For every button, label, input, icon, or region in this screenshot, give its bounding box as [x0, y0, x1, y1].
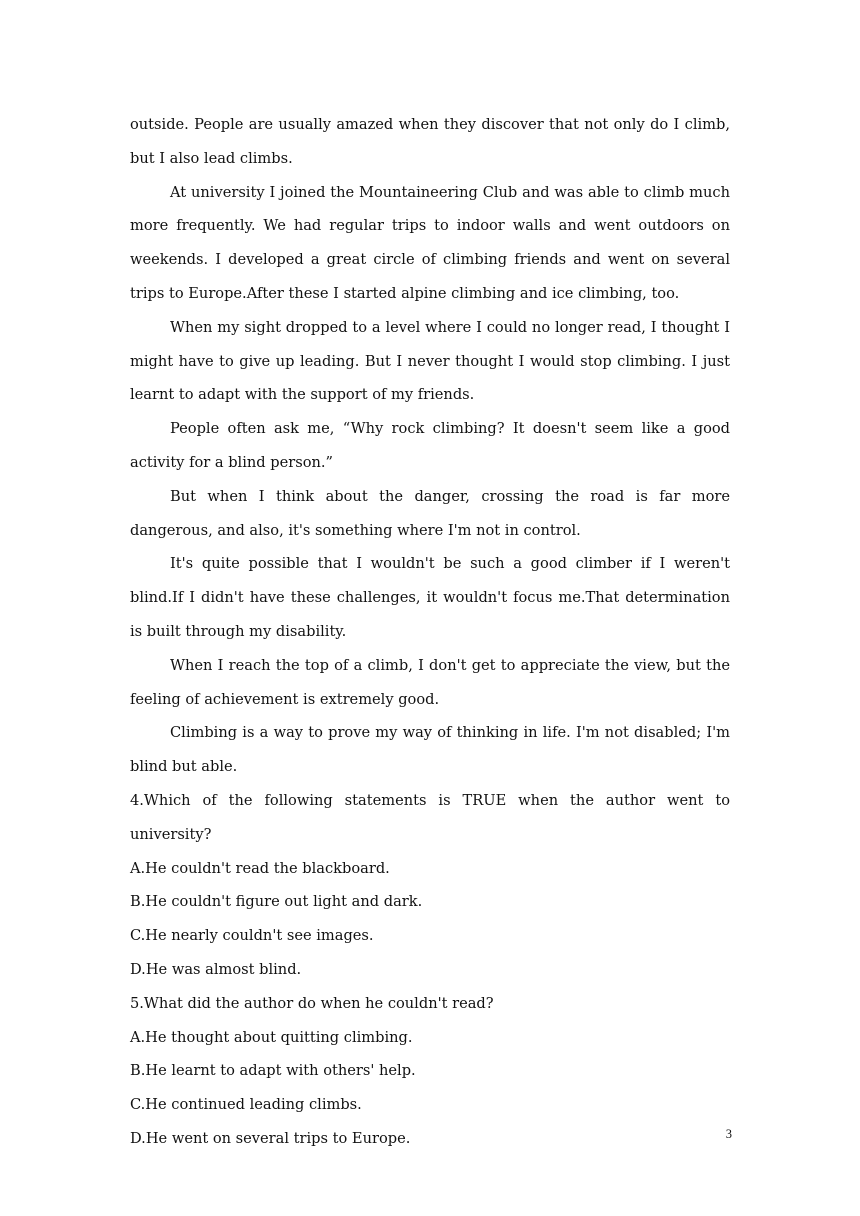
paragraph-sight: When my sight dropped to a level where I could no longer read, I thought I might have to give up leading. But I never thought I would stop climbing. I just learnt to adapt with the support of my friends.	[130, 318, 730, 404]
question-5-option-d: D.He went on several trips to Europe.	[130, 1129, 411, 1147]
question-4-option-d: D.He was almost blind.	[130, 960, 302, 978]
question-5-option-b: B.He learnt to adapt with others' help.	[130, 1062, 416, 1080]
paragraph-university: At university I joined the Mountaineering Club and was able to climb much more frequently. We had regular trips to indoor walls and went outdoors on weekends. I developed a great circle of climbing friends and went on several trips to Europe.After these I started alpine climbing and ice climbing, too.	[130, 183, 730, 302]
paragraph-top-of-climb: When I reach the top of a climb, I don't get to appreciate the view, but the feeling of achievement is extremely good.	[130, 656, 730, 708]
question-5-option-c: C.He continued leading climbs.	[130, 1096, 362, 1114]
question-5-option-a: A.He thought about quitting climbing.	[130, 1028, 413, 1046]
question-4-option-b: B.He couldn't figure out light and dark.	[130, 893, 423, 911]
paragraph-possible: It's quite possible that I wouldn't be such a good climber if I weren't blind.If I didn't have these challenges, it wouldn't focus me.That determination is built through my disability.	[130, 555, 730, 640]
paragraph-danger: But when I think about the danger, crossing the road is far more dangerous, and also, it's something where I'm not in control.	[130, 487, 730, 539]
paragraph-continuation: outside. People are usually amazed when they discover that not only do I climb, but I also lead climbs.	[130, 116, 730, 167]
paragraph-people-ask: People often ask me, “Why rock climbing? It doesn't seem like a good activity for a blind person.”	[130, 420, 730, 471]
question-4-option-a: A.He couldn't read the blackboard.	[130, 859, 390, 877]
question-5-stem: 5.What did the author do when he couldn't read?	[130, 994, 494, 1012]
paragraph-conclusion: Climbing is a way to prove my way of thinking in life. I'm not disabled; I'm blind but able.	[130, 724, 730, 776]
page-number: 3	[725, 1127, 732, 1141]
question-4-option-c: C.He nearly couldn't see images.	[130, 927, 374, 945]
page-content	[130, 108, 730, 1156]
question-4-stem: 4.Which of the following statements is TRUE when the author went to university?	[130, 791, 730, 843]
